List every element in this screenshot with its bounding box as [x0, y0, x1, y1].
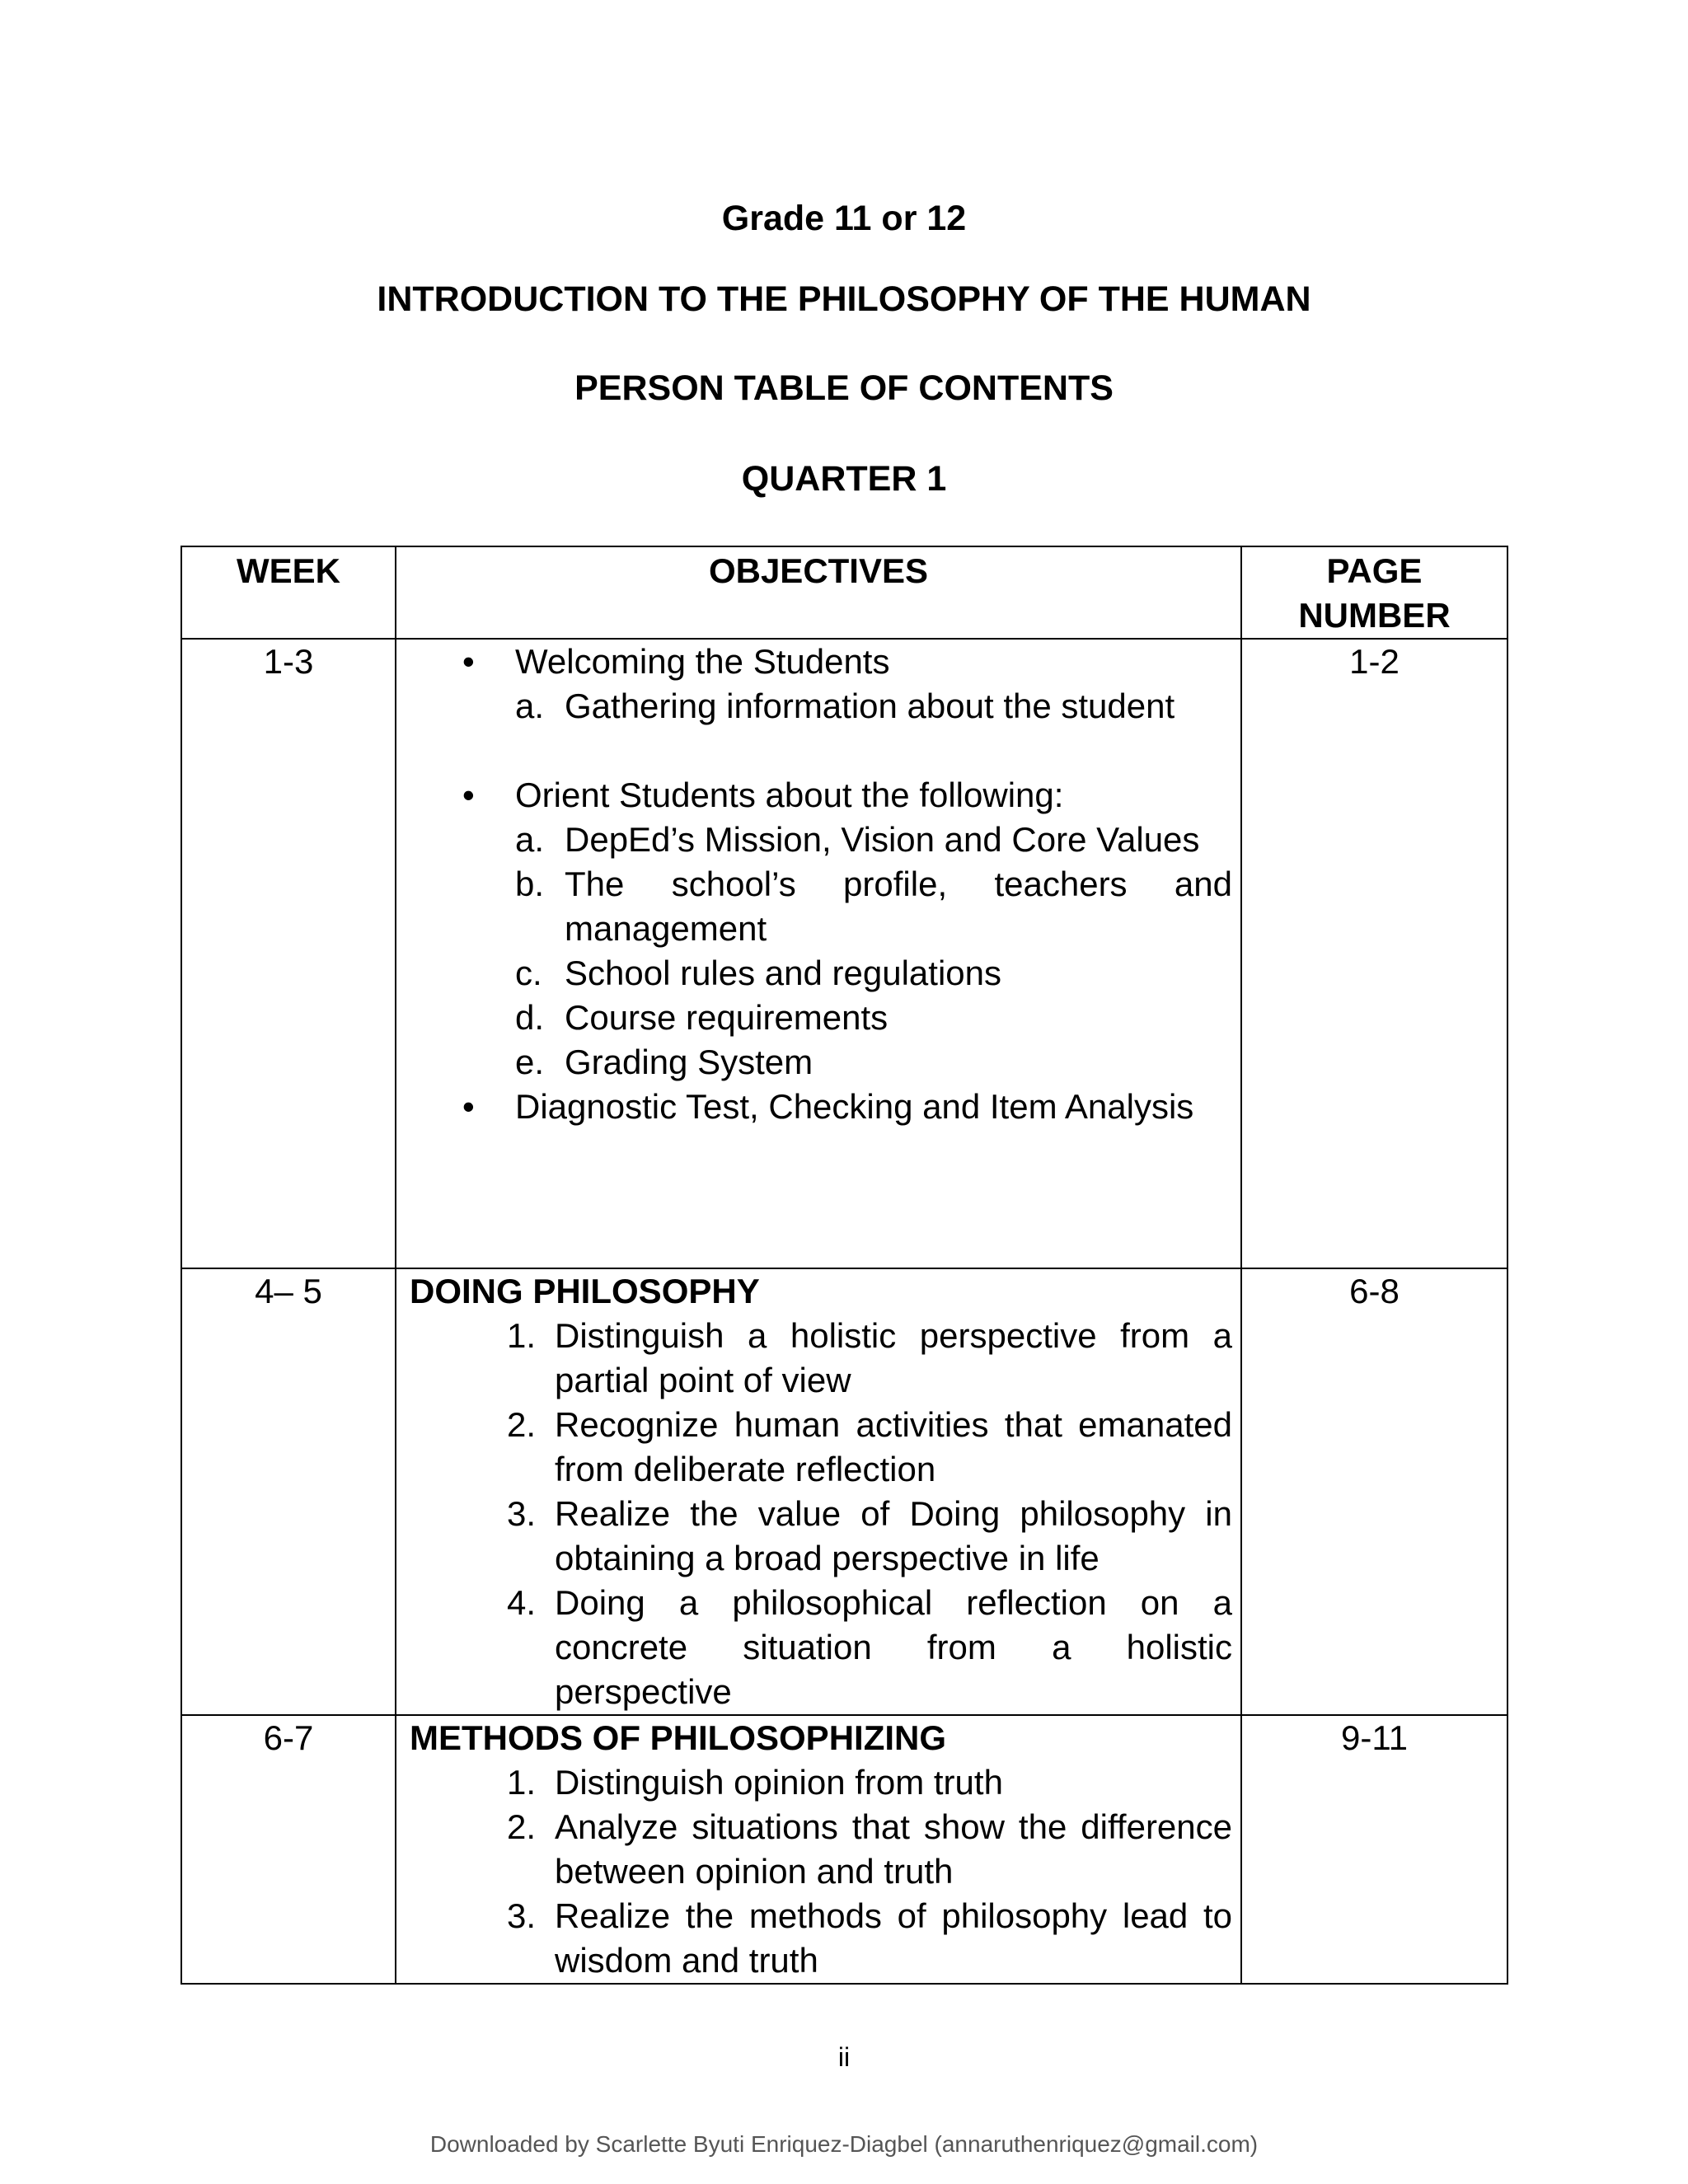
grade-heading: Grade 11 or 12 — [721, 199, 967, 238]
sub-item — [515, 951, 1232, 996]
toc-table — [181, 546, 1508, 1985]
table-row — [181, 1268, 1507, 1715]
item-text: Course requirements — [565, 998, 889, 1037]
page-number-cell: 9-11 — [1241, 1715, 1507, 1984]
week-cell: 1-3 — [181, 639, 396, 1268]
item-label: 3. — [507, 1896, 537, 1935]
objectives-cell — [396, 1268, 1241, 1715]
bullet-item — [410, 640, 1232, 773]
sub-item — [515, 684, 1232, 729]
item-text: Distinguish a holistic perspective from a partial point of view — [555, 1316, 1232, 1399]
section-title: DOING PHILOSOPHY — [410, 1272, 760, 1310]
objective-list — [410, 1314, 1232, 1714]
objective-item — [410, 1581, 1232, 1714]
item-text: The school’s profile, teachers and management — [565, 865, 1232, 948]
objective-item — [410, 1760, 1232, 1805]
item-text: Analyze situations that show the difference between opinion and truth — [555, 1807, 1232, 1891]
item-label: 2. — [507, 1405, 537, 1444]
sub-item — [515, 818, 1232, 862]
table-header-row — [181, 546, 1507, 639]
sub-item — [515, 862, 1232, 951]
objective-item — [410, 1492, 1232, 1581]
bullet-text: • Diagnostic Test, Checking and Item Analysis — [515, 1087, 1194, 1126]
objectives-cell — [396, 639, 1241, 1268]
item-label: 3. — [507, 1494, 537, 1533]
quarter-heading: QUARTER 1 — [741, 459, 947, 499]
bullet-text: • Welcoming the Students — [515, 642, 890, 681]
bullet-text: • Orient Students about the following: — [515, 776, 1064, 814]
header-page-number — [1241, 546, 1507, 639]
item-label: c. — [515, 954, 542, 992]
page-number: ii — [837, 2042, 851, 2072]
sub-item — [515, 1040, 1232, 1085]
item-text: Realize the methods of philosophy lead to wisdom and truth — [555, 1896, 1232, 1980]
item-label: a. — [515, 820, 545, 859]
item-text: Realize the value of Doing philosophy in obtaining a broad perspective in life — [555, 1494, 1232, 1577]
item-text: Recognize human activities that emanated from deliberate reflection — [555, 1405, 1232, 1488]
item-label: 2. — [507, 1807, 537, 1846]
toc-title: PERSON TABLE OF CONTENTS — [574, 368, 1114, 408]
download-notice: Downloaded by Scarlette Byuti Enriquez-Diagbel (annaruthenriquez@gmail.com) — [429, 2131, 1259, 2157]
item-text: Distinguish opinion from truth — [555, 1763, 1003, 1802]
objective-bullets — [410, 640, 1232, 1129]
objective-item — [410, 1314, 1232, 1403]
item-text: School rules and regulations — [565, 954, 1002, 992]
objective-item — [410, 1894, 1232, 1983]
item-label: a. — [515, 687, 545, 725]
course-title: INTRODUCTION TO THE PHILOSOPHY OF THE HUMAN — [377, 279, 1311, 319]
sub-item — [515, 996, 1232, 1040]
page-number-cell: 1-2 — [1241, 639, 1507, 1268]
objective-item — [410, 1805, 1232, 1894]
objective-item — [410, 1403, 1232, 1492]
item-text: Gathering information about the student — [565, 687, 1175, 725]
section-title: METHODS OF PHILOSOPHIZING — [410, 1718, 947, 1757]
item-label: 1. — [507, 1316, 537, 1355]
header-page-line2: NUMBER — [1298, 596, 1451, 635]
header-page-line1: PAGE — [1326, 551, 1423, 590]
page-number-cell: 6-8 — [1241, 1268, 1507, 1715]
item-label: 1. — [507, 1763, 537, 1802]
table-row — [181, 1715, 1507, 1984]
objectives-cell — [396, 1715, 1241, 1984]
item-text: DepEd’s Mission, Vision and Core Values — [565, 820, 1200, 859]
objective-list — [410, 1760, 1232, 1983]
item-label: d. — [515, 998, 545, 1037]
item-label: b. — [515, 865, 545, 903]
item-label: e. — [515, 1043, 545, 1081]
sub-list — [515, 684, 1232, 729]
header-objectives: OBJECTIVES — [396, 546, 1241, 639]
week-cell: 6-7 — [181, 1715, 396, 1984]
bullet-item — [410, 773, 1232, 1085]
week-cell: 4– 5 — [181, 1268, 396, 1715]
table-row — [181, 639, 1507, 1268]
bullet-item — [410, 1085, 1232, 1129]
item-text: Doing a philosophical reflection on a concrete situation from a holistic perspective — [555, 1583, 1232, 1711]
item-label: 4. — [507, 1583, 537, 1622]
item-text: Grading System — [565, 1043, 814, 1081]
sub-list — [515, 818, 1232, 1085]
header-week: WEEK — [181, 546, 396, 639]
